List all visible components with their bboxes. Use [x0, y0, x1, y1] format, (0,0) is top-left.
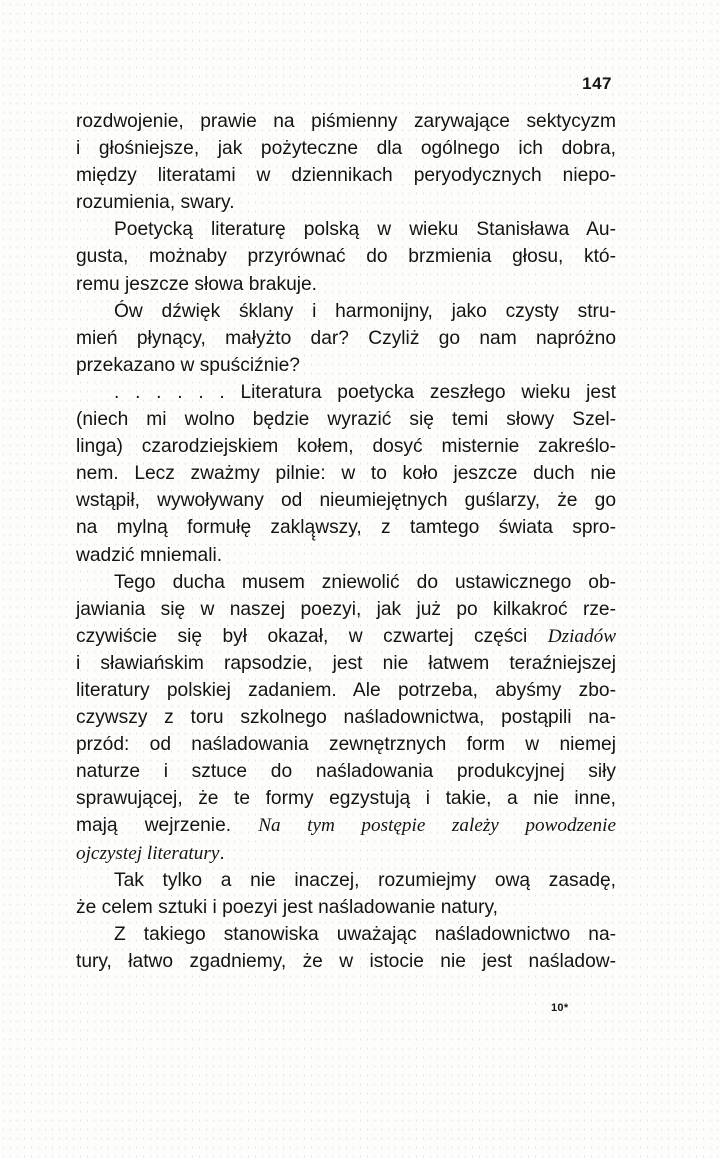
line-text: rozdwojenie, prawie na piśmienny zarywające sektycyzm — [76, 111, 616, 132]
text-line — [76, 352, 616, 379]
line-text: (niech mi wolno będzie wyrazić się temi słowy Szel- — [76, 409, 616, 431]
line-text: rozumienia, swary. — [76, 192, 235, 214]
italic-emphasis: ojczystej literatury — [76, 842, 220, 864]
line-text: linga) czarodziejskiem kołem, dosyć misternie zakreślo- — [76, 436, 616, 458]
line-text: Ów dźwięk śklany i harmonijny, jako czysty stru- — [114, 300, 616, 322]
text-line — [76, 406, 616, 433]
text-line — [76, 487, 616, 514]
line-text: gusta, możnaby przyrównać do brzmienia głosu, któ- — [76, 246, 616, 268]
line-text: Z takiego stanowiska uważając naśladownictwo na- — [114, 923, 616, 945]
line-text: Poetycką literaturę polską w wieku Stanisława Au- — [114, 219, 616, 241]
line-text: literatury polskiej zadaniem. Ale potrzeba, abyśmy zbo- — [76, 679, 616, 701]
text-line — [76, 108, 616, 135]
text-line — [76, 596, 616, 623]
line-text: że celem sztuki i poezyi jest naśladowanie natury, — [76, 896, 498, 918]
printer-signature-mark: 10* — [551, 1002, 569, 1014]
text-line — [76, 379, 616, 406]
line-text: mają wejrzenie. Na tym postępie zależy powodzenie — [76, 815, 616, 837]
text-line — [76, 704, 616, 731]
text-line — [76, 325, 616, 352]
line-text: mień płynący, małyżto dar? Czyliż go nam napróżno — [76, 327, 616, 349]
text-line — [76, 216, 616, 243]
line-text: tury, łatwo zgadniemy, że w istocie nie jest naśladow- — [76, 950, 616, 972]
line-text: czywiście się był okazał, w czwartej części Dziadów — [76, 625, 616, 647]
line-text: sprawującej, że te formy egzystują i takie, a nie inne, — [76, 788, 616, 810]
body-text — [76, 108, 616, 975]
text-line — [76, 894, 616, 921]
text-line — [76, 731, 616, 758]
line-text: na mylną formułę zaklą̨wszy, z tamtego świata spro- — [76, 517, 616, 539]
text-line — [76, 623, 616, 650]
line-text: i głośniejsze, jak pożyteczne dla ogólnego ich dobra, — [76, 138, 616, 160]
text-line — [76, 921, 616, 948]
text-line — [76, 514, 616, 541]
text-line — [76, 271, 616, 298]
line-text: . . . . . . Literatura poetycka zeszłego wieku jest — [114, 381, 616, 403]
text-line — [76, 189, 616, 216]
line-text: przekazano w spuściźnie? — [76, 354, 300, 376]
line-text: ojczystej literatury. — [76, 842, 225, 864]
text-line — [76, 812, 616, 839]
line-text: nem. Lecz zważmy pilnie: w to koło jeszcze duch nie — [76, 463, 616, 485]
italic-emphasis: Dziadów — [547, 625, 616, 647]
text-line — [76, 867, 616, 894]
line-text: przód: od naśladowania zewnętrznych form w niemej — [76, 734, 616, 756]
line-text: czywszy z toru szkolnego naśladownictwa, postąpili na- — [76, 707, 616, 729]
text-line — [76, 542, 616, 569]
line-text: wstąpił, wywoływany od nieumiejętnych guślarzy, że go — [76, 490, 616, 512]
text-line — [76, 677, 616, 704]
italic-emphasis: Na tym postępie zależy powodzenie — [258, 815, 616, 837]
text-line — [76, 433, 616, 460]
line-text: i sławiańskim rapsodzie, jest nie łatwem teraźniejszej — [76, 652, 616, 674]
text-line — [76, 785, 616, 812]
line-text: Tak tylko a nie inaczej, rozumiejmy ową zasadę, — [114, 869, 616, 891]
text-line — [76, 840, 616, 867]
line-text: między literatami w dziennikach peryodycznych niepo- — [76, 165, 616, 187]
text-line — [76, 243, 616, 270]
text-line — [76, 650, 616, 677]
text-line — [76, 135, 616, 162]
line-text: remu jeszcze słowa brakuje. — [76, 273, 318, 295]
text-line — [76, 460, 616, 487]
line-text: naturze i sztuce do naśladowania produkcyjnej siły — [76, 761, 616, 783]
line-text: wadzić mniemali. — [76, 544, 223, 566]
text-line — [76, 162, 616, 189]
text-line — [76, 569, 616, 596]
line-text: Tego ducha musem zniewolić do ustawicznego ob- — [114, 571, 616, 593]
text-line — [76, 298, 616, 325]
line-text: jawiania się w naszej poezyi, jak już po kilkakroć rze- — [76, 598, 616, 620]
text-line — [76, 948, 616, 975]
text-line — [76, 758, 616, 785]
page-number: 147 — [582, 74, 612, 93]
